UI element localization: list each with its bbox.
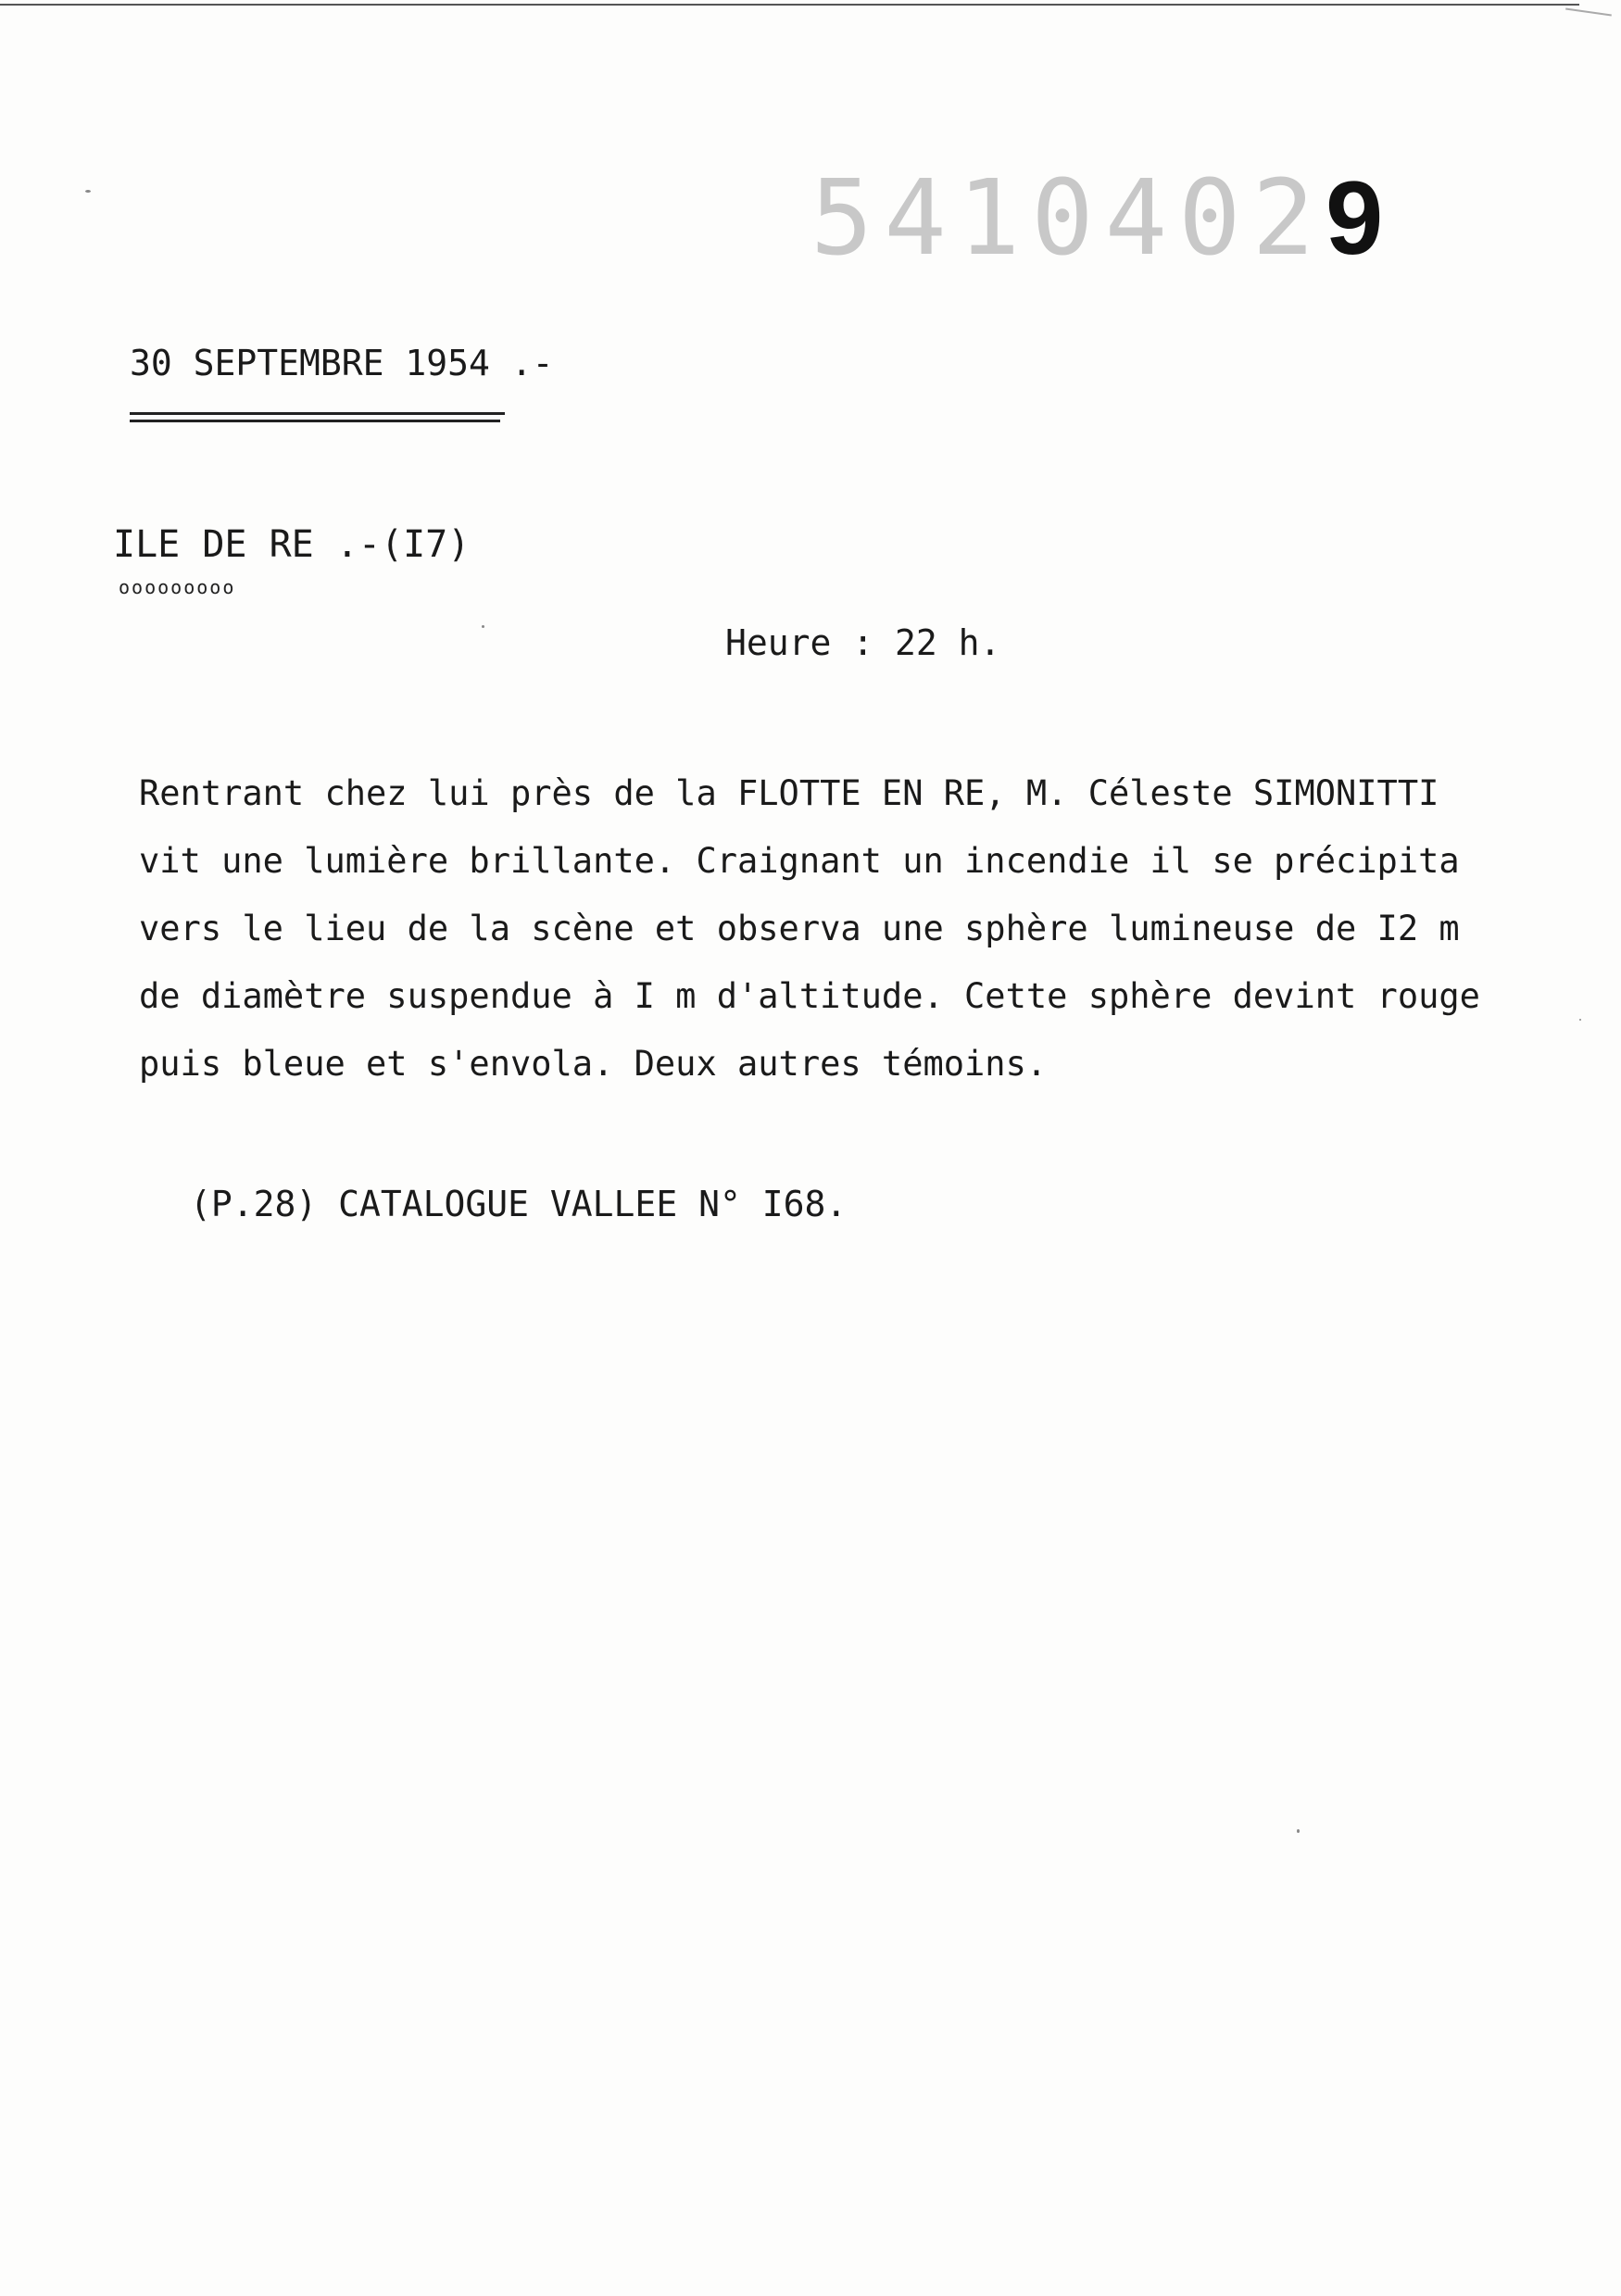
date-underline — [130, 412, 505, 415]
body-line-1: Rentrant chez lui près de la FLOTTE EN RE, M. Céleste SIMONITTI — [139, 773, 1439, 813]
body-line-3: vers le lieu de la scène et observa une sphère lumineuse de I2 m — [139, 909, 1460, 948]
location-underline-dots: ooooooooo — [119, 576, 236, 598]
ink-speck — [482, 625, 484, 628]
report-location: ILE DE RE .-(I7) — [113, 523, 471, 566]
ink-speck — [85, 190, 91, 193]
corner-mark — [1565, 8, 1612, 17]
report-date: 30 SEPTEMBRE 1954 .- — [130, 343, 554, 383]
body-line-5: puis bleue et s'envola. Deux autres témoins. — [139, 1044, 1048, 1084]
body-line-2: vit une lumière brillante. Craignant un incendie il se précipita — [139, 841, 1460, 881]
catalogue-reference: (P.28) CATALOGUE VALLEE N° I68. — [190, 1184, 848, 1224]
body-line-4: de diamètre suspendue à I m d'altitude. Cette sphère devint rouge — [139, 976, 1480, 1016]
document-number-last-digit: 9 — [1326, 160, 1384, 276]
date-underline-second — [130, 420, 500, 422]
document-number-prefix: 5410402 — [810, 158, 1326, 279]
report-body — [139, 759, 1584, 1098]
document-number-stamp — [810, 158, 1384, 279]
top-border-line — [0, 4, 1579, 6]
ink-speck — [1297, 1829, 1300, 1833]
report-hour: Heure : 22 h. — [725, 622, 1001, 663]
